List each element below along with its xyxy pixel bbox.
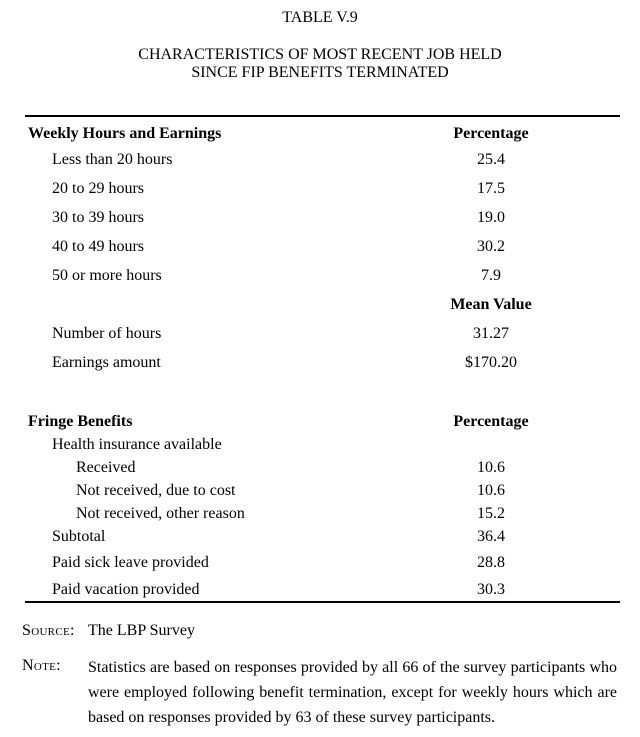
row-label: Subtotal [52,528,106,545]
row-value: 30.2 [477,238,505,255]
row-label: Earnings amount [52,354,161,371]
section1-header: Weekly Hours and Earnings [28,125,222,142]
table-title [0,46,640,82]
row-label: 30 to 39 hours [52,209,144,226]
row-label: 50 or more hours [52,267,162,284]
row-value: 31.27 [473,325,509,342]
source-text: The LBP Survey [88,622,195,639]
row-value: 15.2 [477,505,505,522]
note-row [22,655,617,730]
mean-value-header-row [25,296,620,314]
table-row [25,554,620,572]
table-row [25,209,620,227]
table-row [25,436,620,454]
section1-column-header: Percentage [453,125,529,142]
note-label: Note: [22,657,61,674]
row-value: 30.3 [477,581,505,598]
spacer-label [25,296,416,314]
table-row [25,482,620,500]
table-row [25,459,620,477]
row-label: Number of hours [52,325,162,342]
row-label: Not received, other reason [76,505,245,522]
row-label: 20 to 29 hours [52,180,144,197]
row-label: Not received, due to cost [76,482,236,499]
table-row [25,325,620,343]
data-table [25,115,620,603]
table-row [25,267,620,285]
row-value: 36.4 [477,528,505,545]
row-label: Less than 20 hours [52,151,173,168]
row-label: 40 to 49 hours [52,238,144,255]
row-label: Paid vacation provided [52,581,200,598]
row-value: 10.6 [477,482,505,499]
row-label: Paid sick leave provided [52,554,209,571]
source-label: Source: [22,622,75,639]
row-value: 28.8 [477,554,505,571]
table-row [25,180,620,198]
row-value: 10.6 [477,459,505,476]
table-row [25,581,620,599]
source-row [22,620,617,641]
table-row [25,151,620,169]
table-title-line1: CHARACTERISTICS OF MOST RECENT JOB HELD [138,46,502,63]
row-value: $170.20 [465,354,517,371]
row-label: Health insurance available [52,436,222,453]
row-value: 7.9 [481,267,501,284]
note-text: Statistics are based on responses provided by all 66 of the survey participants who were employed following benefit termination, except for weekly hours which are based on responses provided by 63 of these survey participants. [88,659,617,726]
row-value [416,436,566,454]
section1-header-row [25,125,620,143]
section2-column-header: Percentage [453,413,529,430]
table-title-line2: SINCE FIP BENEFITS TERMINATED [191,64,449,81]
table-row [25,354,620,372]
row-value: 19.0 [477,209,505,226]
table-row [25,238,620,256]
table-number: TABLE V.9 [282,9,358,26]
section2-header: Fringe Benefits [28,413,133,430]
table-row [25,528,620,546]
section2-header-row [25,413,620,431]
row-value: 25.4 [477,151,505,168]
row-label: Received [76,459,136,476]
mean-value-column-header: Mean Value [450,296,532,313]
row-value: 17.5 [477,180,505,197]
table-row [25,505,620,523]
